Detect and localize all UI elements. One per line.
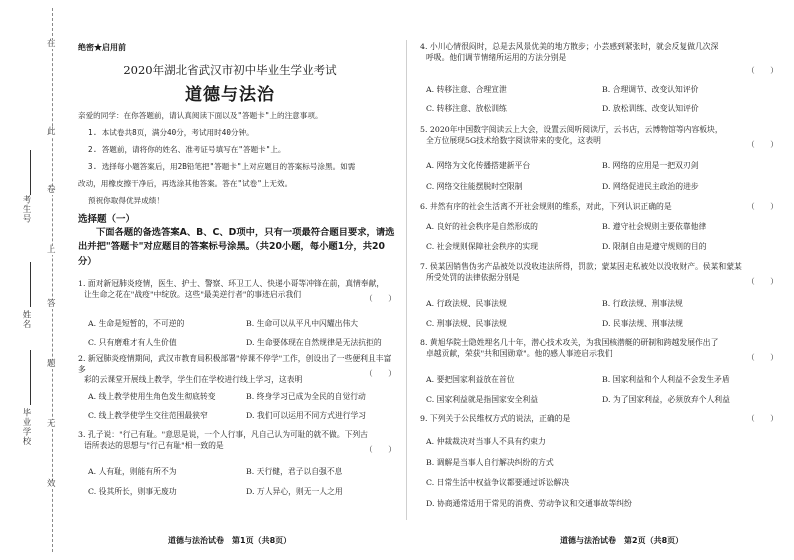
option-a: A. 良好的社会秩序是自然形成的	[426, 222, 538, 231]
option-a: A. 线上教学使用生角色发生彻底转变	[88, 392, 216, 401]
notice-line: 亲爱的同学：在你答题前，请认真阅读下面以及"答题卡"上的注意事项。	[78, 111, 323, 120]
answer-bracket: （ ）	[746, 414, 778, 423]
exam-number-line[interactable]	[30, 150, 31, 195]
option-c: C. 役其所长，则事无废功	[88, 487, 177, 496]
question-1	[70, 279, 396, 303]
exam-number-label: 考生号	[21, 195, 31, 224]
option-d: D. 为了国家利益，必须放弃个人利益	[602, 395, 730, 404]
seal-char: 在	[47, 39, 56, 49]
page-2	[412, 0, 784, 560]
notice-line: 预祝你取得优异成绩！	[88, 196, 164, 205]
question-8	[412, 338, 778, 362]
question-stem: 4. 小川心情很闷时，总是去风景优美的地方散步；小芸感到紧张时，就会反复做几次深	[420, 42, 719, 51]
question-stem: 所受处罚的法律依据分别是	[426, 272, 520, 282]
option-b: B. 天行健，君子以自强不息	[246, 467, 343, 476]
subject-title: 道德与法治	[185, 85, 275, 105]
option-c: C. 社会规则保障社会秩序的实现	[426, 242, 539, 251]
question-stem: 让生命之花在"战疫"中绽放。这些"最美逆行者"的事迹启示我们	[84, 289, 302, 299]
exam-title: 2020年湖北省武汉市初中毕业生学业考试	[123, 63, 337, 77]
seal-char: 无	[47, 419, 56, 429]
option-a: A. 要把国家利益放在首位	[426, 375, 515, 384]
question-4	[412, 42, 778, 75]
option-d: D. 民事法规、刑事法规	[602, 319, 684, 328]
answer-bracket: （ ）	[746, 66, 778, 75]
seal-dash-line	[52, 8, 53, 552]
school-label: 毕业学校	[21, 408, 31, 446]
option-a: A. 生命是短暂的，不可逆的	[88, 319, 185, 328]
option-d: D. 网络促进民主政治的进步	[602, 182, 699, 191]
question-2	[70, 354, 396, 386]
option-d: D. 生命要体现在自然规律是无法抗拒的	[246, 338, 382, 347]
page-footer: 道德与法治试卷 第1页（共8页）	[168, 536, 292, 545]
question-3	[70, 430, 396, 454]
option-a: A. 人有耻，则能有所不为	[88, 467, 177, 476]
binding-margin	[0, 0, 66, 560]
option-d: D. 限制自由是遵守规则的目的	[602, 242, 707, 251]
question-stem: 彩的云课堂开展线上教学，学生们在学校进行线上学习，这表明	[84, 375, 303, 385]
question-stem: 全方位展现5G技术给数字阅读带来的变化，这表明	[426, 135, 601, 145]
option-c: C. 网络交往能摆脱时空限制	[426, 182, 523, 191]
option-b: B. 终身学习已成为全民的自觉行动	[246, 392, 366, 401]
seal-char: 效	[47, 479, 56, 489]
option-a: A. 转移注意、合理宣泄	[426, 85, 507, 94]
answer-bracket: （ ）	[746, 277, 778, 286]
question-stem: 8. 黄旭华院士隐姓埋名几十年，潜心技术攻关，为我国核潜艇的研制和跨越发展作出了	[420, 338, 719, 347]
section-instruction: 下面各题的备选答案A、B、C、D项中，只有一项最符合题目要求，请选出并把"答题卡"对应题目的答案标号涂黑。（共20小题，每小题1分，共20分）	[78, 227, 395, 267]
answer-bracket: （ ）	[746, 202, 778, 211]
notice-line: 2. 答题前，请将你的姓名、准考证号填写在"答题卡"上。	[88, 145, 286, 154]
notice-line: 3. 选择每小题答案后，用2B铅笔把"答题卡"上对应题目的答案标号涂黑。如需	[88, 162, 356, 171]
option-a: A. 仲裁裁决对当事人不具有约束力	[426, 437, 546, 446]
option-b: B. 遵守社会规则主要依靠他律	[602, 222, 707, 231]
question-stem: 9. 下列关于公民维权方式的说法，正确的是	[420, 414, 571, 423]
name-line[interactable]	[30, 262, 31, 307]
question-stem: 呼吸。他们调节情绪所运用的方法分别是	[426, 52, 567, 62]
option-c: C. 线上教学使学生交往范围最狭窄	[88, 411, 208, 420]
question-stem: 语所表达的思想与"行己有耻"相一致的是	[84, 440, 224, 450]
option-a: A. 网络为文化传播搭建新平台	[426, 161, 531, 170]
answer-bracket: （ ）	[364, 369, 396, 378]
question-stem: 7. 侯某因销售伪劣产品被处以没收违法所得，罚款；蒙某因走私被处以没收财产。侯某和蒙某	[420, 262, 742, 271]
option-b: B. 生命可以从平凡中闪耀出伟大	[246, 319, 359, 328]
page-footer: 道德与法治试卷 第2页（共8页）	[560, 536, 684, 545]
option-c: C. 日常生活中权益争议都要通过诉讼解决	[426, 478, 570, 487]
seal-char: 题	[47, 359, 56, 369]
answer-bracket: （ ）	[746, 140, 778, 149]
option-b: B. 合理调节、改变认知评价	[602, 85, 699, 94]
notice-line: 1. 本试卷共8页，满分40分，考试用时40分钟。	[88, 128, 254, 137]
option-d: D. 我们可以运用不同方式进行学习	[246, 411, 367, 420]
question-stem: 2. 新冠肺炎疫情期间，武汉市教育局积极部署"停课不停学"工作，创设出了一些便利且丰富多	[78, 354, 392, 374]
option-b: B. 行政法规、刑事法规	[602, 299, 683, 308]
question-stem: 3. 孔子说："行己有耻。"意思是说，一个人行事，凡自己认为可耻的就不做。下列古	[78, 430, 368, 439]
section-heading: 选择题（一）	[78, 214, 136, 225]
confidential-mark: 绝密★启用前	[78, 42, 126, 52]
answer-bracket: （ ）	[746, 353, 778, 362]
page-1	[70, 0, 400, 560]
option-c: C. 转移注意、放松训练	[426, 104, 507, 113]
option-d: D. 放松训练、改变认知评价	[602, 104, 699, 113]
question-stem: 卓越贡献，荣获"共和国勋章"。他的感人事迹启示我们	[426, 348, 613, 358]
question-stem: 6. 井然有序的社会生活离不开社会规则的维系，对此，下列认识正确的是	[420, 202, 672, 211]
question-6	[412, 202, 778, 213]
option-d: D. 万人异心，则无一人之用	[246, 487, 343, 496]
answer-bracket: （ ）	[364, 294, 396, 303]
question-stem: 1. 面对新冠肺炎疫情，医生、护士、警察、环卫工人、快递小哥等冲锋在前，真情奉献，	[78, 279, 385, 288]
option-c: C. 国家利益就是指国家安全利益	[426, 395, 539, 404]
option-b: B. 调解是当事人自行解决纠纷的方式	[426, 458, 554, 467]
page-divider	[406, 40, 407, 520]
option-d: D. 协商通常适用于常见的消费、劳动争议和交通事故等纠纷	[426, 499, 632, 508]
option-b: B. 网络的应用是一把双刃剑	[602, 161, 699, 170]
option-b: B. 国家利益和个人利益不会发生矛盾	[602, 375, 730, 384]
question-5	[412, 125, 778, 149]
seal-char: 上	[47, 245, 56, 255]
option-c: C. 只有磨难才有人生价值	[88, 338, 177, 347]
answer-bracket: （ ）	[364, 445, 396, 454]
name-label: 姓名	[21, 310, 31, 329]
notice-line: 改动，用橡皮擦干净后，再选涂其他答案。答在"试卷"上无效。	[78, 179, 293, 188]
seal-char: 此	[47, 127, 56, 137]
seal-char: 答	[47, 299, 56, 309]
school-line[interactable]	[30, 350, 31, 405]
option-a: A. 行政法规、民事法规	[426, 299, 507, 308]
question-7	[412, 262, 778, 286]
option-c: C. 刑事法规、民事法规	[426, 319, 507, 328]
question-stem: 5. 2020年中国数字阅读云上大会，设置云阅听阅读厅，云书店，云博物馆等内容板块，	[420, 125, 723, 134]
question-9	[412, 414, 778, 425]
seal-char: 卷	[47, 185, 56, 195]
